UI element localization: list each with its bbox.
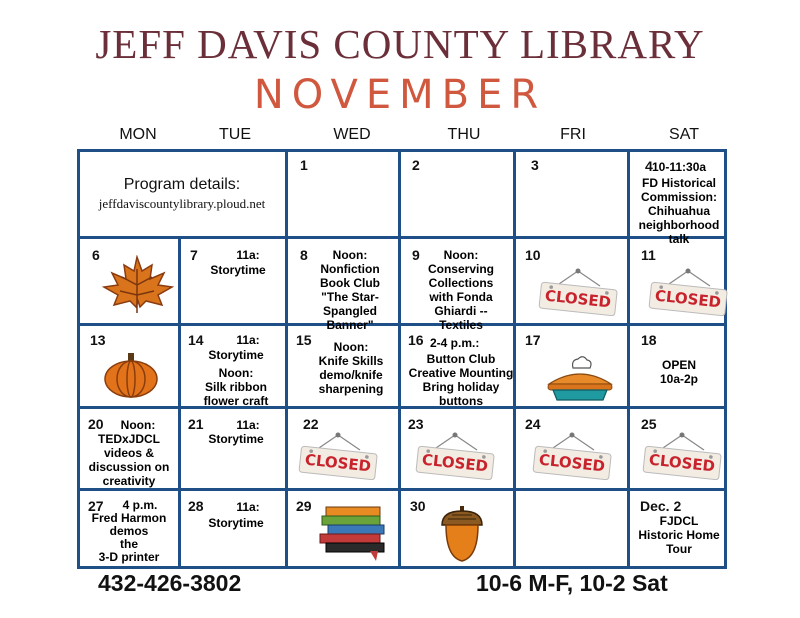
day-number: 6: [92, 247, 100, 263]
event-time: 4 p.m.: [122, 498, 158, 512]
month-title: NOVEMBER: [253, 72, 547, 118]
grid-col-divider: [178, 239, 181, 569]
day-number: 7: [190, 247, 198, 263]
library-hours: 10-6 M-F, 10-2 Sat: [476, 570, 668, 596]
event-14: Storytime Noon: Silk ribbon flower craft: [203, 348, 269, 408]
day-number: 9: [412, 247, 420, 263]
day-number: 25: [641, 416, 657, 432]
pumpkin-icon: [103, 352, 159, 403]
event-time: 11a:: [236, 418, 260, 432]
event-time: 2-4 p.m.:: [430, 336, 480, 350]
day-number: 21: [188, 416, 204, 432]
day-number: 20: [88, 416, 104, 432]
day-number: 14: [188, 332, 204, 348]
event-18: OPEN 10a-2p: [659, 358, 699, 386]
weekday-fri: FRI: [560, 126, 586, 143]
weekday-thu: THU: [447, 126, 481, 143]
pie-icon: [545, 354, 615, 407]
closed-label: CLOSED: [304, 450, 372, 476]
weekday-sat: SAT: [669, 126, 699, 143]
day-number: 29: [296, 498, 312, 514]
day-number: 17: [525, 332, 541, 348]
acorn-icon: [438, 505, 486, 568]
library-title: JEFF DAVIS COUNTY LIBRARY: [95, 21, 705, 67]
day-number: 2: [412, 157, 420, 173]
day-number: 24: [525, 416, 541, 432]
day-number: 27: [88, 498, 104, 514]
event-time: 11a:: [236, 333, 260, 347]
event-time: 11a:: [236, 248, 260, 262]
grid-col-divider: [627, 149, 630, 569]
weekday-tue: TUE: [219, 126, 251, 143]
event-27: Fred Harmon demos the 3-D printer: [91, 511, 167, 564]
closed-sign-icon: [646, 268, 730, 316]
day-number: 8: [300, 247, 308, 263]
maple-leaf-icon: [100, 255, 174, 324]
day-number: 23: [408, 416, 424, 432]
day-number: 4: [645, 158, 653, 174]
event-8: Noon: Nonfiction Book Club "The Star- Spangled Banner": [320, 248, 380, 332]
day-number: Dec. 2: [640, 498, 682, 514]
closed-sign-icon: [413, 432, 497, 480]
weekday-wed: WED: [333, 126, 371, 143]
day-number: 3: [531, 157, 539, 173]
program-details-label: Program details:: [123, 176, 241, 193]
day-number: 10: [525, 247, 541, 263]
event-28: Storytime: [208, 516, 264, 530]
closed-label: CLOSED: [544, 286, 612, 312]
closed-sign-icon: [530, 432, 614, 480]
day-number: 11: [641, 247, 656, 263]
event-9: Noon: Conserving Collections with Fonda Ghiardi -- Textiles: [427, 248, 494, 332]
closed-sign-icon: [296, 432, 380, 480]
closed-sign-icon: [640, 432, 724, 480]
closed-label: CLOSED: [654, 286, 722, 312]
event-21: Storytime: [208, 432, 264, 446]
closed-label: CLOSED: [421, 450, 489, 476]
event-time: 10-11:30a: [652, 160, 707, 174]
event-16: Button Club Creative Mounting Bring holiday buttons: [408, 352, 514, 408]
event-time: Noon:: [120, 418, 156, 432]
closed-label: CLOSED: [538, 450, 606, 476]
event-20: TEDxJDCL videos & discussion on creativity: [88, 432, 170, 488]
event-7: Storytime: [210, 263, 266, 277]
day-number: 28: [188, 498, 204, 514]
event-4: FD Historical Commission: Chihuahua neighborhood talk: [638, 176, 720, 246]
program-details-url[interactable]: jeffdaviscountylibrary.ploud.net: [98, 196, 266, 211]
event-15: Noon: Knife Skills demo/knife sharpening: [318, 340, 384, 396]
weekday-mon: MON: [119, 126, 157, 143]
day-number: 18: [641, 332, 657, 348]
books-icon: [316, 503, 392, 566]
event-dec2: FJDCL Historic Home Tour: [638, 514, 720, 556]
event-time: 11a:: [236, 500, 260, 514]
day-number: 1: [300, 157, 308, 173]
day-number: 16: [408, 332, 424, 348]
day-number: 30: [410, 498, 426, 514]
closed-label: CLOSED: [648, 450, 716, 476]
closed-sign-icon: [536, 268, 620, 316]
phone-number: 432-426-3802: [98, 570, 242, 596]
day-number: 22: [303, 416, 319, 432]
day-number: 15: [296, 332, 312, 348]
day-number: 13: [90, 332, 106, 348]
